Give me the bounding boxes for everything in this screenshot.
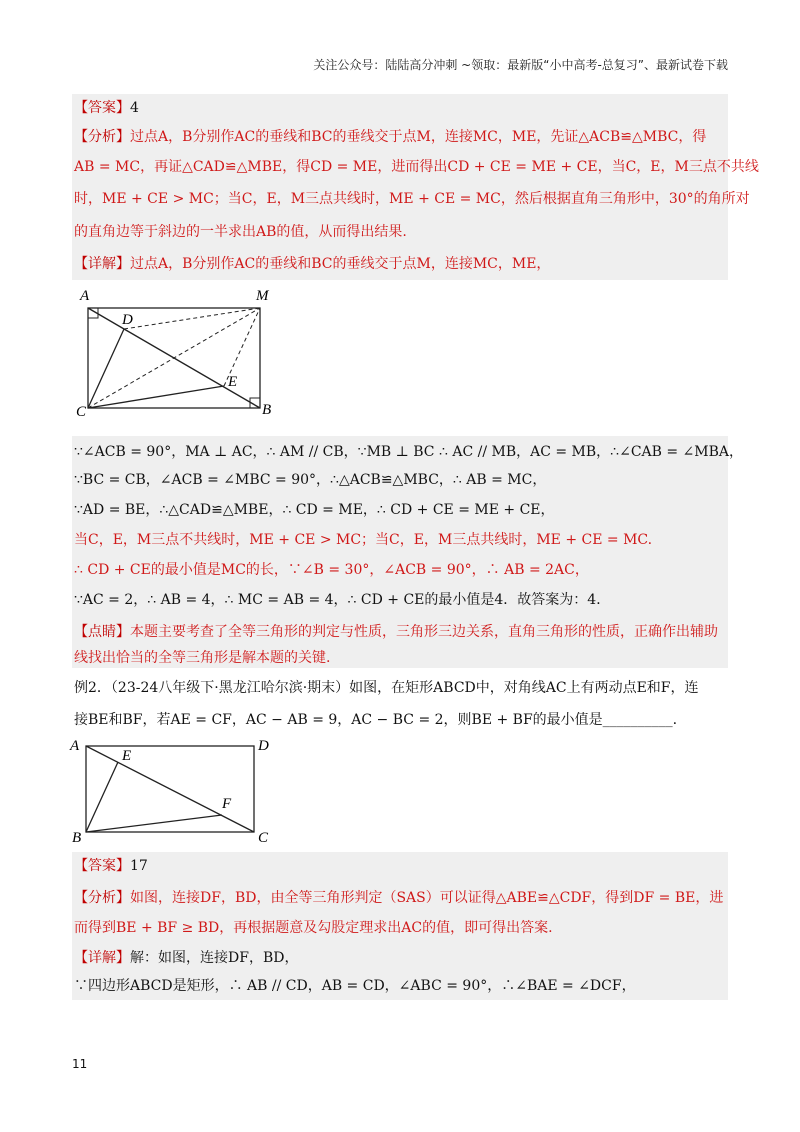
ex1-analysis-line-3: 时，ME + CE > MC；当C，E，M三点共线时，ME + CE = MC，然后根据直角三角形中，30°的角所对 [74, 191, 750, 207]
detail-tag: 【详解】 [74, 950, 130, 966]
ex1-label-M: M [256, 288, 269, 304]
ex2-analysis-line-1: 【分析】如图，连接DF，BD，由全等三角形判定（SAS）可以证得△ABE≌△CDF，得到DF = BE，进 [74, 890, 724, 906]
ex1-comment-line-1: 【点睛】本题主要考查了全等三角形的判定与性质，三角形三边关系，直角三角形的性质，正确作出辅助 [74, 624, 718, 640]
ex2-analysis-line-2: 而得到BE + BF ≥ BD，再根据题意及勾股定理求出AC的值，即可得出答案. [74, 920, 553, 936]
ex2-answer-line [74, 856, 148, 876]
ex1-red-step-2: ∴ CD + CE的最小值是MC的长，∵∠B = 30°，∠ACB = 90°，∴ AB = 2AC， [74, 562, 589, 578]
ex2-detail-line-2: ∵四边形ABCD是矩形，∴ AB // CD，AB = CD，∠ABC = 90°，∴∠BAE = ∠DCF， [74, 978, 636, 994]
ex1-step-3: ∵AD = BE，∴△CAD≌△MBE，∴ CD = ME，∴ CD + CE = ME + CE， [74, 502, 555, 518]
ex2-label-F: F [222, 796, 232, 812]
ex1-final-step: ∵AC = 2，∴ AB = 4，∴ MC = AB = 4，∴ CD + CE的最小值是4．故答案为：4． [74, 592, 611, 608]
detail-tag: 【详解】 [74, 256, 130, 272]
ex1-analysis-line-4: 的直角边等于斜边的一半求出AB的值，从而得出结果. [74, 224, 407, 240]
answer-tag: 【答案】 [74, 858, 130, 874]
ex1-comment-line-2: 线找出恰当的全等三角形是解本题的关键. [74, 650, 331, 666]
ex1-detail-intro: 【详解】过点A，B分别作AC的垂线和BC的垂线交于点M，连接MC，ME， [74, 256, 551, 272]
ex2-question-line-2: 接BE和BF，若AE = CF，AC − AB = 9，AC − BC = 2，则BE + BF的最小值是__________. [74, 712, 678, 728]
ex2-figure [68, 736, 278, 848]
ex2-label-A: A [70, 738, 80, 754]
solution-band-1 [72, 94, 728, 280]
ex1-answer: 4 [130, 100, 139, 116]
ex1-label-C: C [76, 404, 87, 420]
ex1-analysis-line-2: AB = MC，再证△CAD≌△MBE，得CD = ME，进而得出CD + CE = ME + CE，当C，E，M三点不共线 [74, 159, 759, 175]
analysis-tag: 【分析】 [74, 890, 130, 906]
ex2-label-D: D [258, 738, 269, 754]
ex1-figure [78, 286, 278, 422]
ex1-analysis-line-1: 【分析】过点A，B分别作AC的垂线和BC的垂线交于点M，连接MC，ME，先证△ACB≌△MBC，得 [74, 129, 707, 145]
analysis-tag: 【分析】 [74, 129, 130, 145]
ex1-label-D: D [122, 312, 133, 328]
ex2-detail-line-1: 【详解】解：如图，连接DF，BD， [74, 950, 299, 966]
ex1-step-1: ∵∠ACB = 90°，MA ⊥ AC，∴ AM // CB，∵MB ⊥ BC ∴ AC // MB，AC = MB，∴∠CAB = ∠MBA， [74, 444, 744, 460]
page-number: 11 [72, 1057, 88, 1071]
ex1-label-E: E [228, 374, 238, 390]
ex2-label-C: C [258, 830, 269, 846]
ex1-label-B: B [262, 402, 272, 418]
comment-tag: 【点睛】 [74, 624, 130, 640]
ex2-label-E: E [122, 748, 132, 764]
page-header: 关注公众号：陆陆高分冲刺 ~领取：最新版“小中高考-总复习”、最新试卷下载 [313, 58, 728, 72]
ex1-label-A: A [80, 288, 90, 304]
ex1-red-step-1: 当C，E，M三点不共线时，ME + CE > MC；当C，E，M三点共线时，ME + CE = MC. [74, 532, 653, 548]
ex1-answer-line [74, 98, 139, 118]
ex1-step-2: ∵BC = CB，∠ACB = ∠MBC = 90°，∴△ACB≌△MBC，∴ AB = MC， [74, 472, 547, 488]
ex2-label-B: B [72, 830, 82, 846]
ex2-question-line-1: 例2．（23-24八年级下·黑龙江哈尔滨·期末）如图，在矩形ABCD中，对角线AC上有两动点E和F，连 [74, 680, 699, 696]
ex2-answer: 17 [130, 858, 148, 874]
answer-tag: 【答案】 [74, 100, 130, 116]
